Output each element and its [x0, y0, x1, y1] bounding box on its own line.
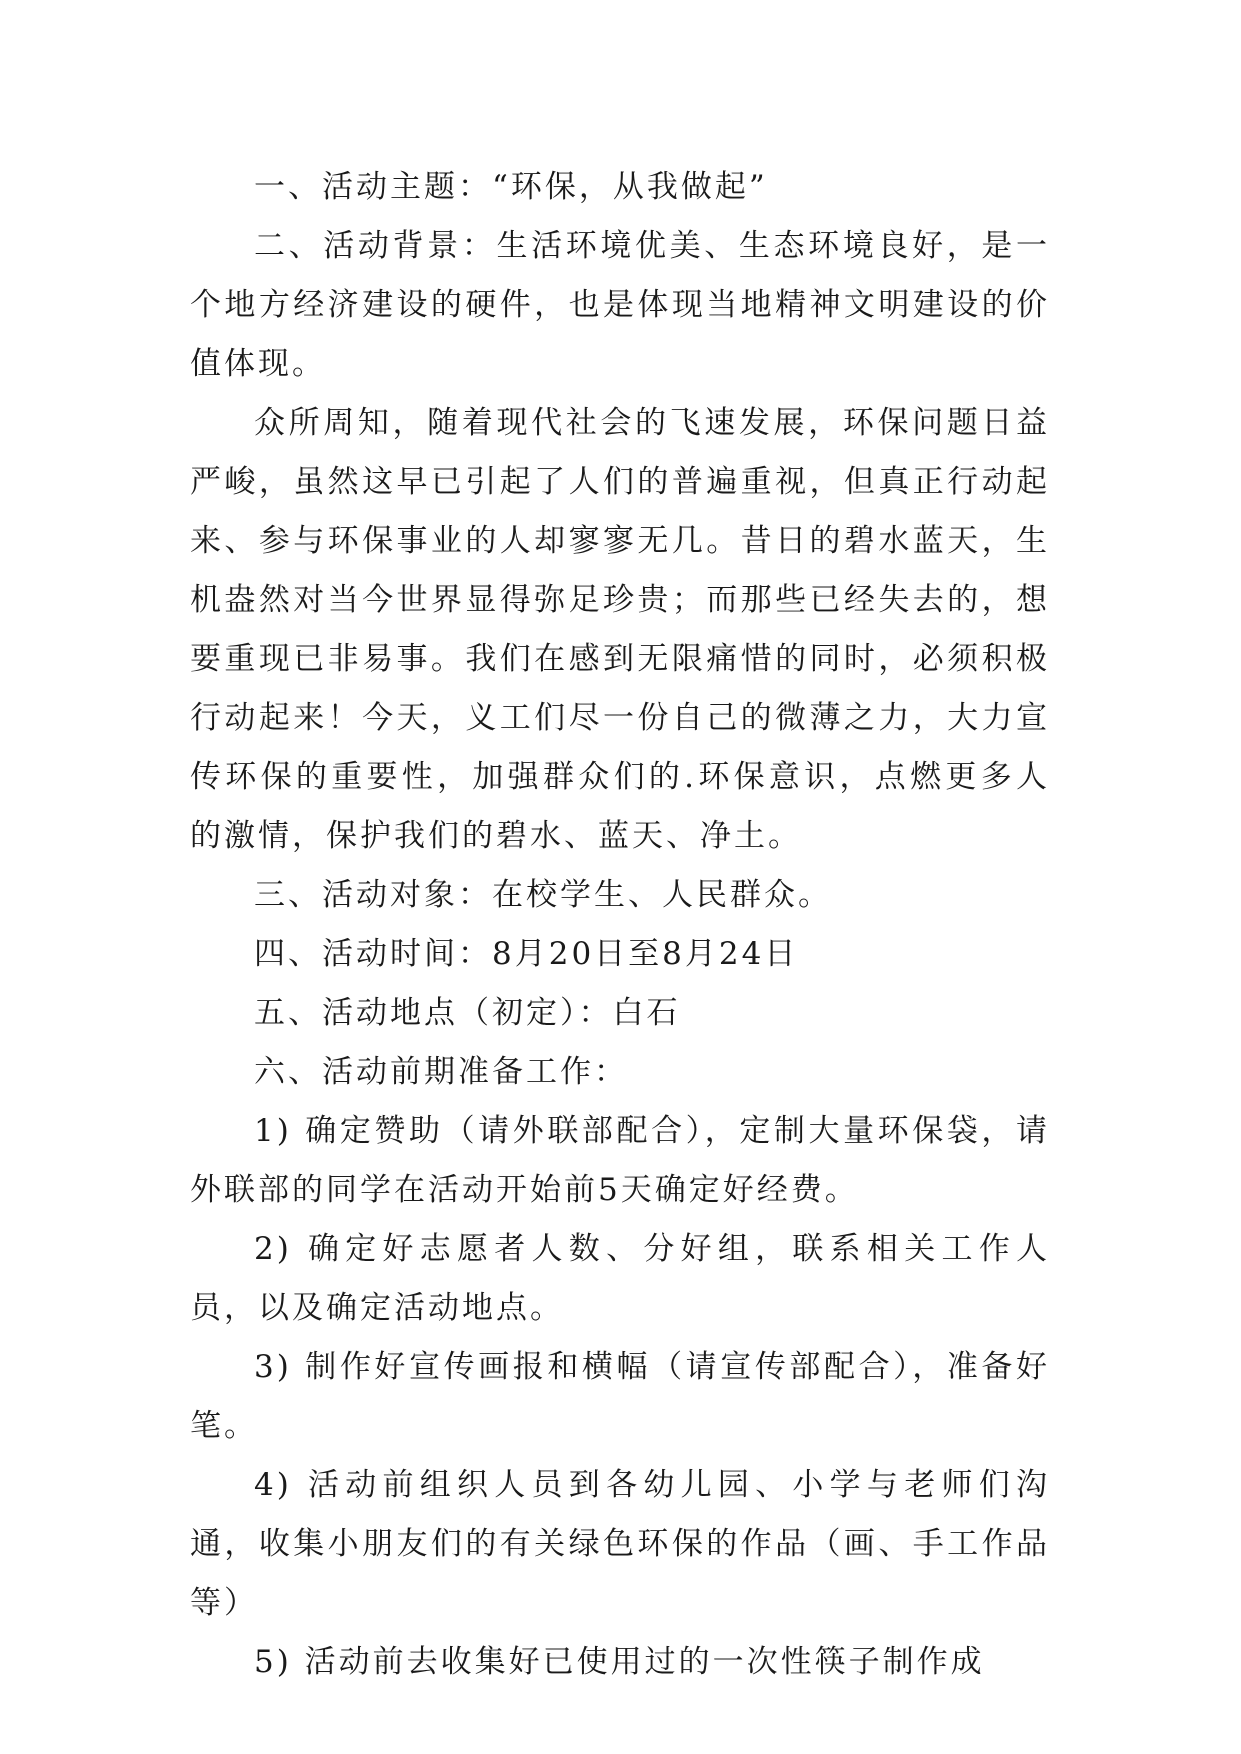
paragraph-prep-item-5: 5) 活动前去收集好已使用过的一次性筷子制作成 [254, 1644, 985, 1680]
paragraph-time: 四、活动时间：8月20日至8月24日 [254, 936, 799, 972]
paragraph-preparation-heading: 六、活动前期准备工作： [254, 1054, 628, 1090]
document-body [190, 158, 1050, 1692]
paragraph-background: 二、活动背景：生活环境优美、生态环境良好，是一个地方经济建设的硬件，也是体现当地精神文明建设的价值体现。 [190, 228, 1050, 382]
paragraph-prep-item-1: 1) 确定赞助（请外联部配合），定制大量环保袋，请外联部的同学在活动开始前5天确定好经费。 [190, 1113, 1050, 1208]
paragraph-theme: 一、活动主题：“环保，从我做起” [254, 169, 768, 205]
paragraph-prep-item-2: 2) 确定好志愿者人数、分好组，联系相关工作人员，以及确定活动地点。 [190, 1231, 1050, 1326]
paragraph-audience: 三、活动对象：在校学生、人民群众。 [254, 877, 832, 913]
paragraph-context: 众所周知，随着现代社会的飞速发展，环保问题日益严峻，虽然这早已引起了人们的普遍重视，但真正行动起来、参与环保事业的人却寥寥无几。昔日的碧水蓝天，生机盎然对当今世界显得弥足珍贵；而那些已经失去的，想要重现已非易事。我们在感到无限痛惜的同时，必须积极行动起来！今天，义工们尽一份自己的微薄之力，大力宣传环保的重要性，加强群众们的.环保意识，点燃更多人的激情，保护我们的碧水、蓝天、净土。 [190, 405, 1050, 854]
paragraph-location: 五、活动地点（初定）：白石 [254, 995, 681, 1031]
paragraph-prep-item-4: 4) 活动前组织人员到各幼儿园、小学与老师们沟通，收集小朋友们的有关绿色环保的作品（画、手工作品等） [190, 1467, 1050, 1621]
paragraph-prep-item-3: 3) 制作好宣传画报和横幅（请宣传部配合），准备好笔。 [190, 1349, 1050, 1444]
